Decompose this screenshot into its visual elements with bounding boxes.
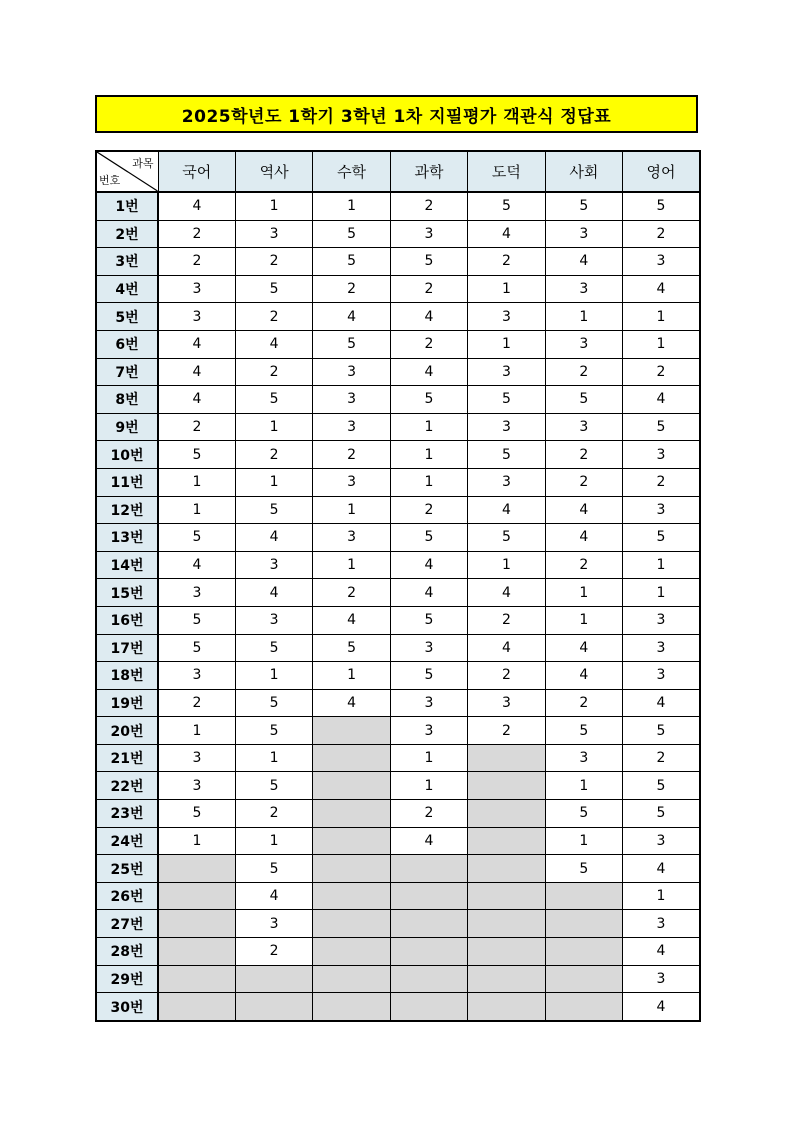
answer-cell: 5 <box>545 192 622 220</box>
answer-table-body <box>96 192 700 1021</box>
answer-cell: 2 <box>623 468 700 496</box>
answer-cell: 4 <box>158 358 235 386</box>
answer-cell: 5 <box>235 689 312 717</box>
answer-cell: 5 <box>623 413 700 441</box>
question-number-cell: 11번 <box>96 468 158 496</box>
answer-cell: 5 <box>235 386 312 414</box>
question-number-cell: 14번 <box>96 551 158 579</box>
answer-cell: 3 <box>623 441 700 469</box>
answer-cell: 4 <box>545 634 622 662</box>
question-number-cell: 26번 <box>96 882 158 910</box>
answer-cell: 1 <box>235 468 312 496</box>
answer-cell: 2 <box>545 441 622 469</box>
answer-cell: 3 <box>623 248 700 276</box>
answer-cell: 3 <box>390 689 467 717</box>
question-number-cell: 29번 <box>96 965 158 993</box>
answer-cell: 5 <box>545 717 622 745</box>
table-row <box>96 275 700 303</box>
table-row <box>96 772 700 800</box>
answer-cell: 1 <box>235 827 312 855</box>
question-number-cell: 9번 <box>96 413 158 441</box>
table-row <box>96 496 700 524</box>
answer-cell: 3 <box>235 910 312 938</box>
answer-cell: 3 <box>313 468 390 496</box>
answer-cell: 1 <box>158 827 235 855</box>
table-row <box>96 882 700 910</box>
table-row <box>96 800 700 828</box>
question-number-cell: 4번 <box>96 275 158 303</box>
answer-cell: 3 <box>623 662 700 690</box>
answer-cell: 1 <box>390 441 467 469</box>
answer-cell: 2 <box>545 689 622 717</box>
answer-cell: 4 <box>468 634 545 662</box>
question-number-cell: 21번 <box>96 744 158 772</box>
empty-answer-cell <box>468 744 545 772</box>
answer-cell: 1 <box>235 413 312 441</box>
answer-cell: 5 <box>390 524 467 552</box>
answer-cell: 5 <box>235 772 312 800</box>
answer-cell: 5 <box>313 220 390 248</box>
empty-answer-cell <box>468 882 545 910</box>
empty-answer-cell <box>468 993 545 1021</box>
empty-answer-cell <box>468 855 545 883</box>
answer-cell: 2 <box>158 220 235 248</box>
table-row <box>96 993 700 1021</box>
table-row <box>96 606 700 634</box>
answer-cell: 5 <box>623 524 700 552</box>
answer-cell: 1 <box>468 275 545 303</box>
question-number-cell: 24번 <box>96 827 158 855</box>
table-row <box>96 358 700 386</box>
answer-cell: 2 <box>158 413 235 441</box>
empty-answer-cell <box>313 882 390 910</box>
empty-answer-cell <box>313 855 390 883</box>
table-row <box>96 855 700 883</box>
answer-cell: 3 <box>313 358 390 386</box>
answer-cell: 4 <box>390 827 467 855</box>
table-row <box>96 689 700 717</box>
answer-cell: 1 <box>623 303 700 331</box>
question-number-cell: 1번 <box>96 192 158 220</box>
answer-cell: 4 <box>235 330 312 358</box>
answer-cell: 2 <box>235 358 312 386</box>
empty-answer-cell <box>235 965 312 993</box>
question-number-cell: 5번 <box>96 303 158 331</box>
empty-answer-cell <box>468 772 545 800</box>
table-row <box>96 910 700 938</box>
answer-cell: 1 <box>468 330 545 358</box>
empty-answer-cell <box>545 938 622 966</box>
answer-cell: 4 <box>390 551 467 579</box>
answer-cell: 3 <box>313 386 390 414</box>
answer-cell: 3 <box>390 220 467 248</box>
empty-answer-cell <box>545 993 622 1021</box>
empty-answer-cell <box>468 965 545 993</box>
answer-cell: 1 <box>390 744 467 772</box>
corner-subject-label: 과목 <box>132 157 154 170</box>
answer-cell: 1 <box>158 496 235 524</box>
answer-cell: 3 <box>390 634 467 662</box>
table-row <box>96 413 700 441</box>
answer-cell: 1 <box>313 496 390 524</box>
question-number-cell: 20번 <box>96 717 158 745</box>
subject-header: 수학 <box>313 151 390 192</box>
table-row <box>96 220 700 248</box>
answer-cell: 4 <box>390 358 467 386</box>
answer-cell: 4 <box>545 662 622 690</box>
empty-answer-cell <box>545 910 622 938</box>
answer-cell: 1 <box>545 827 622 855</box>
answer-cell: 2 <box>390 496 467 524</box>
empty-answer-cell <box>313 744 390 772</box>
answer-cell: 2 <box>545 468 622 496</box>
empty-answer-cell <box>158 855 235 883</box>
answer-cell: 4 <box>158 386 235 414</box>
answer-cell: 2 <box>235 441 312 469</box>
question-number-cell: 10번 <box>96 441 158 469</box>
answer-cell: 1 <box>545 303 622 331</box>
empty-answer-cell <box>390 965 467 993</box>
answer-cell: 5 <box>468 441 545 469</box>
answer-cell: 4 <box>623 855 700 883</box>
header-row <box>96 151 700 192</box>
empty-answer-cell <box>545 882 622 910</box>
answer-cell: 5 <box>468 386 545 414</box>
answer-cell: 3 <box>545 275 622 303</box>
answer-cell: 4 <box>545 524 622 552</box>
answer-cell: 1 <box>623 330 700 358</box>
question-number-cell: 18번 <box>96 662 158 690</box>
empty-answer-cell <box>158 993 235 1021</box>
answer-cell: 5 <box>390 662 467 690</box>
answer-cell: 1 <box>390 468 467 496</box>
table-row <box>96 192 700 220</box>
answer-cell: 2 <box>313 579 390 607</box>
answer-cell: 4 <box>158 330 235 358</box>
answer-cell: 5 <box>623 192 700 220</box>
question-number-cell: 15번 <box>96 579 158 607</box>
answer-cell: 4 <box>158 551 235 579</box>
answer-cell: 1 <box>545 579 622 607</box>
answer-cell: 3 <box>623 965 700 993</box>
question-number-cell: 30번 <box>96 993 158 1021</box>
table-row <box>96 248 700 276</box>
answer-cell: 4 <box>623 993 700 1021</box>
answer-cell: 5 <box>390 386 467 414</box>
answer-cell: 1 <box>390 413 467 441</box>
answer-cell: 5 <box>235 496 312 524</box>
question-number-cell: 17번 <box>96 634 158 662</box>
answer-cell: 3 <box>158 772 235 800</box>
answer-cell: 4 <box>158 192 235 220</box>
empty-answer-cell <box>158 910 235 938</box>
answer-cell: 3 <box>158 744 235 772</box>
subject-header: 사회 <box>545 151 622 192</box>
empty-answer-cell <box>545 965 622 993</box>
question-number-cell: 25번 <box>96 855 158 883</box>
answer-cell: 3 <box>235 606 312 634</box>
empty-answer-cell <box>390 855 467 883</box>
answer-cell: 3 <box>313 524 390 552</box>
answer-cell: 2 <box>390 275 467 303</box>
answer-cell: 1 <box>313 192 390 220</box>
empty-answer-cell <box>313 993 390 1021</box>
answer-cell: 2 <box>390 330 467 358</box>
table-row <box>96 551 700 579</box>
answer-cell: 3 <box>623 496 700 524</box>
question-number-cell: 19번 <box>96 689 158 717</box>
answer-cell: 5 <box>468 524 545 552</box>
table-row <box>96 965 700 993</box>
answer-cell: 1 <box>235 662 312 690</box>
empty-answer-cell <box>468 910 545 938</box>
answer-cell: 5 <box>623 772 700 800</box>
answer-cell: 5 <box>313 330 390 358</box>
answer-cell: 1 <box>235 744 312 772</box>
answer-cell: 5 <box>158 441 235 469</box>
answer-cell: 5 <box>545 855 622 883</box>
page-title: 2025학년도 1학기 3학년 1차 지필평가 객관식 정답표 <box>95 95 698 133</box>
answer-cell: 5 <box>158 524 235 552</box>
table-row <box>96 634 700 662</box>
answer-cell: 2 <box>623 358 700 386</box>
answer-cell: 4 <box>468 579 545 607</box>
answer-cell: 5 <box>545 800 622 828</box>
answer-cell: 1 <box>313 551 390 579</box>
question-number-cell: 6번 <box>96 330 158 358</box>
answer-cell: 2 <box>545 551 622 579</box>
answer-cell: 4 <box>623 689 700 717</box>
question-number-cell: 7번 <box>96 358 158 386</box>
answer-cell: 2 <box>235 800 312 828</box>
answer-cell: 5 <box>313 248 390 276</box>
answer-cell: 4 <box>313 303 390 331</box>
answer-cell: 4 <box>468 220 545 248</box>
question-number-cell: 22번 <box>96 772 158 800</box>
empty-answer-cell <box>313 772 390 800</box>
answer-cell: 5 <box>623 717 700 745</box>
answer-cell: 4 <box>623 275 700 303</box>
empty-answer-cell <box>313 938 390 966</box>
question-number-cell: 27번 <box>96 910 158 938</box>
corner-number-label: 번호 <box>99 174 121 187</box>
answer-cell: 2 <box>235 938 312 966</box>
answer-cell: 1 <box>158 717 235 745</box>
answer-cell: 5 <box>390 606 467 634</box>
answer-cell: 2 <box>623 220 700 248</box>
question-number-cell: 16번 <box>96 606 158 634</box>
answer-cell: 5 <box>313 634 390 662</box>
question-number-cell: 28번 <box>96 938 158 966</box>
answer-cell: 2 <box>468 717 545 745</box>
empty-answer-cell <box>390 938 467 966</box>
subject-header: 역사 <box>235 151 312 192</box>
question-number-cell: 3번 <box>96 248 158 276</box>
answer-cell: 2 <box>390 800 467 828</box>
answer-cell: 3 <box>468 358 545 386</box>
answer-cell: 1 <box>390 772 467 800</box>
empty-answer-cell <box>158 938 235 966</box>
answer-cell: 5 <box>545 386 622 414</box>
answer-cell: 1 <box>158 468 235 496</box>
answer-cell: 5 <box>235 634 312 662</box>
answer-cell: 2 <box>623 744 700 772</box>
answer-cell: 1 <box>623 579 700 607</box>
table-row <box>96 744 700 772</box>
empty-answer-cell <box>390 910 467 938</box>
empty-answer-cell <box>235 993 312 1021</box>
answer-cell: 4 <box>235 524 312 552</box>
answer-cell: 3 <box>545 744 622 772</box>
answer-cell: 3 <box>623 606 700 634</box>
table-row <box>96 827 700 855</box>
answer-cell: 4 <box>468 496 545 524</box>
answer-cell: 5 <box>235 275 312 303</box>
empty-answer-cell <box>158 965 235 993</box>
table-row <box>96 579 700 607</box>
answer-cell: 2 <box>158 689 235 717</box>
corner-header-cell <box>96 151 158 192</box>
answer-cell: 2 <box>545 358 622 386</box>
table-row <box>96 386 700 414</box>
answer-cell: 4 <box>390 579 467 607</box>
answer-cell: 4 <box>390 303 467 331</box>
answer-cell: 5 <box>623 800 700 828</box>
answer-cell: 4 <box>623 938 700 966</box>
table-row <box>96 938 700 966</box>
table-row <box>96 468 700 496</box>
table-row <box>96 524 700 552</box>
answer-cell: 5 <box>158 634 235 662</box>
answer-cell: 3 <box>390 717 467 745</box>
answer-cell: 3 <box>623 827 700 855</box>
answer-cell: 1 <box>623 882 700 910</box>
answer-cell: 4 <box>235 882 312 910</box>
answer-cell: 3 <box>545 413 622 441</box>
answer-cell: 3 <box>158 303 235 331</box>
answer-cell: 2 <box>235 303 312 331</box>
empty-answer-cell <box>313 800 390 828</box>
question-number-cell: 8번 <box>96 386 158 414</box>
empty-answer-cell <box>158 882 235 910</box>
answer-cell: 3 <box>235 551 312 579</box>
answer-cell: 5 <box>158 606 235 634</box>
answer-cell: 1 <box>468 551 545 579</box>
answer-cell: 3 <box>468 413 545 441</box>
answer-cell: 3 <box>313 413 390 441</box>
question-number-cell: 2번 <box>96 220 158 248</box>
answer-cell: 3 <box>623 634 700 662</box>
table-row <box>96 717 700 745</box>
answer-cell: 5 <box>235 855 312 883</box>
answer-cell: 5 <box>468 192 545 220</box>
answer-key-table <box>95 150 701 1022</box>
answer-cell: 5 <box>390 248 467 276</box>
answer-cell: 1 <box>235 192 312 220</box>
subject-header: 국어 <box>158 151 235 192</box>
empty-answer-cell <box>313 827 390 855</box>
table-row <box>96 441 700 469</box>
answer-cell: 4 <box>313 689 390 717</box>
empty-answer-cell <box>390 882 467 910</box>
answer-cell: 3 <box>468 303 545 331</box>
empty-answer-cell <box>468 800 545 828</box>
answer-cell: 1 <box>313 662 390 690</box>
answer-cell: 2 <box>468 606 545 634</box>
answer-cell: 5 <box>158 800 235 828</box>
answer-cell: 5 <box>235 717 312 745</box>
answer-cell: 4 <box>235 579 312 607</box>
answer-cell: 2 <box>468 248 545 276</box>
subject-header: 도덕 <box>468 151 545 192</box>
answer-cell: 2 <box>313 441 390 469</box>
empty-answer-cell <box>313 965 390 993</box>
answer-cell: 2 <box>313 275 390 303</box>
subject-header: 영어 <box>623 151 700 192</box>
answer-cell: 2 <box>158 248 235 276</box>
answer-cell: 1 <box>545 606 622 634</box>
empty-answer-cell <box>313 717 390 745</box>
question-number-cell: 23번 <box>96 800 158 828</box>
answer-cell: 3 <box>545 330 622 358</box>
empty-answer-cell <box>468 827 545 855</box>
table-row <box>96 303 700 331</box>
answer-cell: 3 <box>235 220 312 248</box>
answer-cell: 4 <box>545 248 622 276</box>
question-number-cell: 12번 <box>96 496 158 524</box>
table-row <box>96 330 700 358</box>
answer-cell: 1 <box>623 551 700 579</box>
answer-cell: 3 <box>158 579 235 607</box>
subject-header: 과학 <box>390 151 467 192</box>
answer-cell: 2 <box>390 192 467 220</box>
answer-cell: 3 <box>545 220 622 248</box>
answer-cell: 2 <box>235 248 312 276</box>
answer-cell: 3 <box>158 662 235 690</box>
answer-cell: 2 <box>468 662 545 690</box>
table-row <box>96 662 700 690</box>
answer-cell: 3 <box>468 468 545 496</box>
empty-answer-cell <box>313 910 390 938</box>
question-number-cell: 13번 <box>96 524 158 552</box>
answer-cell: 1 <box>545 772 622 800</box>
answer-cell: 3 <box>158 275 235 303</box>
empty-answer-cell <box>468 938 545 966</box>
answer-cell: 4 <box>623 386 700 414</box>
answer-cell: 4 <box>313 606 390 634</box>
empty-answer-cell <box>390 993 467 1021</box>
answer-cell: 4 <box>545 496 622 524</box>
answer-cell: 3 <box>468 689 545 717</box>
answer-cell: 3 <box>623 910 700 938</box>
